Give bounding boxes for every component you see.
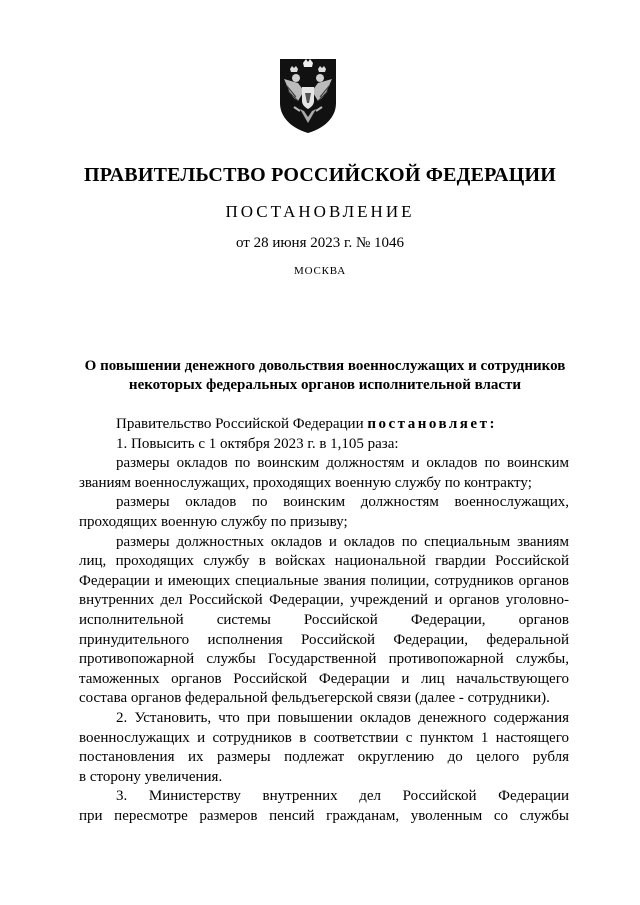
paragraph-2-line: 2. Установить, что при повышении окладов денежного содержания bbox=[116, 709, 569, 726]
document-subject bbox=[70, 357, 580, 395]
paragraph-1c-line: размеры должностных окладов и окладов по специальным званиям bbox=[116, 533, 569, 550]
subject-line: О повышении денежного довольствия военнослужащих и сотрудников bbox=[84, 358, 566, 374]
intro-line bbox=[79, 415, 569, 435]
intro-prefix: Правительство Российской Федерации bbox=[116, 416, 364, 432]
paragraph-1c-line: исполнительной системы Российской Федерации, органов bbox=[79, 611, 569, 628]
paragraph-3-line: 3. Министерству внутренних дел Российской Федерации bbox=[116, 788, 569, 805]
subject-line: некоторых федеральных органов исполнительной власти bbox=[128, 377, 522, 393]
paragraph-1c-line: противопожарной службы Государственной противопожарной службы, bbox=[79, 651, 569, 668]
paragraph-2-line: в сторону увеличения. bbox=[79, 768, 223, 785]
document-body bbox=[79, 415, 569, 826]
paragraph-1c-line: состава органов федеральной фельдъегерской связи (далее - сотрудники). bbox=[79, 690, 550, 707]
paragraph-1c-line: лиц, проходящих службу в войсках национальной гвардии Российской bbox=[79, 553, 569, 570]
paragraph-3-line: при пересмотре размеров пенсий гражданам, уволенным со службы bbox=[79, 807, 569, 824]
document-type: ПОСТАНОВЛЕНИЕ bbox=[225, 202, 415, 221]
paragraph-1c-line: внутренних дел Российской Федерации, учреждений и органов уголовно- bbox=[79, 592, 569, 609]
paragraph-1c-line: принудительного исполнения Российской Федерации, федеральной bbox=[79, 631, 569, 648]
paragraph-2-line: постановления их размеры подлежат округлению до целого рубля bbox=[79, 749, 569, 766]
paragraph-1a-line: званиям военнослужащих, проходящих военную службу по контракту; bbox=[79, 474, 532, 491]
paragraph-1c-line: таможенных органов Российской Федерации и лиц начальствующего bbox=[79, 670, 569, 687]
paragraph-1c-line: Федерации и имеющих специальные звания полиции, сотрудников органов bbox=[79, 572, 569, 589]
russian-coat-of-arms-icon bbox=[276, 57, 340, 135]
paragraph-2-line: военнослужащих и сотрудников в соответствии с пунктом 1 настоящего bbox=[79, 729, 569, 746]
paragraph-1a-line: размеры окладов по воинским должностям и окладов по воинским bbox=[116, 455, 569, 472]
paragraph-1: 1. Повысить с 1 октября 2023 г. в 1,105 раза: bbox=[116, 435, 399, 452]
government-title: ПРАВИТЕЛЬСТВО РОССИЙСКОЙ ФЕДЕРАЦИИ bbox=[84, 164, 556, 186]
document-date-number: от 28 июня 2023 г. № 1046 bbox=[235, 235, 405, 251]
intro-verb: постановляет: bbox=[367, 416, 497, 432]
document-city: МОСКВА bbox=[294, 265, 346, 277]
paragraph-1b-line: размеры окладов по воинским должностям военнослужащих, bbox=[116, 494, 569, 511]
paragraph-1b-line: проходящих военную службу по призыву; bbox=[79, 513, 348, 530]
